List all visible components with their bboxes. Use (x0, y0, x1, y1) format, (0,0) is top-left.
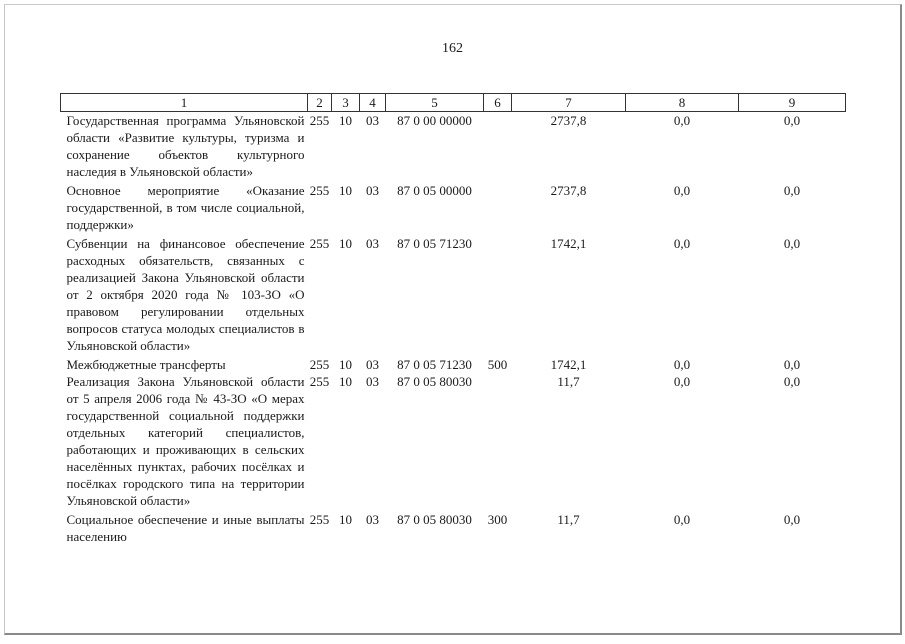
column-header: 6 (484, 94, 512, 112)
column-header: 1 (61, 94, 308, 112)
cell-ministry-code: 255 (309, 183, 330, 198)
cell-amount-year1: 11,7 (557, 512, 580, 527)
row-description: Государственная программа Ульяновской области «Развитие культуры, туризма и сохранение объектов культурного наследия в Ульяновской области» (66, 113, 305, 179)
cell-ministry-code: 255 (309, 113, 330, 128)
column-header: 7 (512, 94, 626, 112)
column-header: 2 (308, 94, 332, 112)
column-header: 8 (626, 94, 739, 112)
cell-subsection: 03 (366, 512, 379, 527)
table-row (61, 356, 846, 373)
row-description: Межбюджетные трансферты (66, 357, 226, 372)
cell-subsection: 03 (366, 357, 379, 372)
cell-section: 10 (339, 183, 352, 198)
cell-subsection: 03 (366, 374, 379, 389)
cell-ministry-code: 255 (309, 357, 330, 372)
cell-amount-year3: 0,0 (783, 374, 801, 389)
cell-target-article: 87 0 05 71230 (397, 236, 472, 251)
table-row (61, 235, 846, 356)
cell-amount-year1: 11,7 (557, 374, 580, 389)
row-description: Субвенции на финансовое обеспечение расходных обязательств, связанных с реализацией Закона Ульяновской области от 2 октября 2020 года № 103-ЗО «О правовом регулировании отдельных вопросов статуса молодых специалистов в Ульяновской области» (66, 236, 305, 353)
table-row (61, 373, 846, 511)
cell-section: 10 (339, 357, 352, 372)
cell-expense-type: 300 (487, 512, 508, 527)
cell-expense-type (484, 182, 512, 235)
cell-amount-year1: 1742,1 (550, 236, 587, 251)
cell-amount-year3: 0,0 (783, 183, 801, 198)
column-header: 4 (360, 94, 386, 112)
cell-subsection: 03 (366, 183, 379, 198)
cell-section: 10 (339, 374, 352, 389)
cell-ministry-code: 255 (309, 236, 330, 251)
cell-expense-type (484, 373, 512, 511)
cell-amount-year2: 0,0 (673, 512, 691, 527)
cell-ministry-code: 255 (309, 512, 330, 527)
cell-target-article: 87 0 00 00000 (397, 113, 472, 128)
cell-amount-year1: 2737,8 (550, 113, 587, 128)
cell-target-article: 87 0 05 80030 (397, 374, 472, 389)
cell-section: 10 (339, 113, 352, 128)
table-header (61, 94, 846, 112)
cell-section: 10 (339, 512, 352, 527)
cell-amount-year3: 0,0 (783, 512, 801, 527)
column-header: 9 (739, 94, 846, 112)
cell-amount-year2: 0,0 (673, 374, 691, 389)
cell-amount-year3: 0,0 (783, 113, 801, 128)
cell-amount-year3: 0,0 (783, 357, 801, 372)
cell-amount-year2: 0,0 (673, 183, 691, 198)
cell-expense-type: 500 (487, 357, 508, 372)
cell-subsection: 03 (366, 236, 379, 251)
cell-section: 10 (339, 236, 352, 251)
document-page (4, 4, 902, 635)
budget-table (60, 93, 846, 545)
table-row (61, 112, 846, 183)
cell-target-article: 87 0 05 00000 (397, 183, 472, 198)
cell-ministry-code: 255 (309, 374, 330, 389)
page-number: 162 (442, 41, 463, 56)
row-description: Реализация Закона Ульяновской области от 5 апреля 2006 года № 43-ЗО «О мерах государственной социальной поддержки отдельных категорий специалистов, работающих и проживающих в сельских населённых пунктах, рабочих посёлках и посёлках городского типа на территории Ульяновской области» (66, 374, 305, 508)
cell-expense-type (484, 235, 512, 356)
cell-amount-year2: 0,0 (673, 357, 691, 372)
row-description: Основное мероприятие «Оказание государственной, в том числе социальной, поддержки» (66, 183, 305, 232)
cell-amount-year1: 1742,1 (550, 357, 587, 372)
table-body (61, 112, 846, 546)
column-header: 5 (386, 94, 484, 112)
column-header: 3 (332, 94, 360, 112)
table-row (61, 511, 846, 545)
cell-amount-year1: 2737,8 (550, 183, 587, 198)
cell-amount-year2: 0,0 (673, 113, 691, 128)
header-row (61, 94, 846, 112)
table-row (61, 182, 846, 235)
cell-target-article: 87 0 05 71230 (397, 357, 472, 372)
cell-amount-year2: 0,0 (673, 236, 691, 251)
cell-target-article: 87 0 05 80030 (397, 512, 472, 527)
row-description: Социальное обеспечение и иные выплаты населению (66, 512, 305, 544)
cell-subsection: 03 (366, 113, 379, 128)
cell-expense-type (484, 112, 512, 183)
cell-amount-year3: 0,0 (783, 236, 801, 251)
